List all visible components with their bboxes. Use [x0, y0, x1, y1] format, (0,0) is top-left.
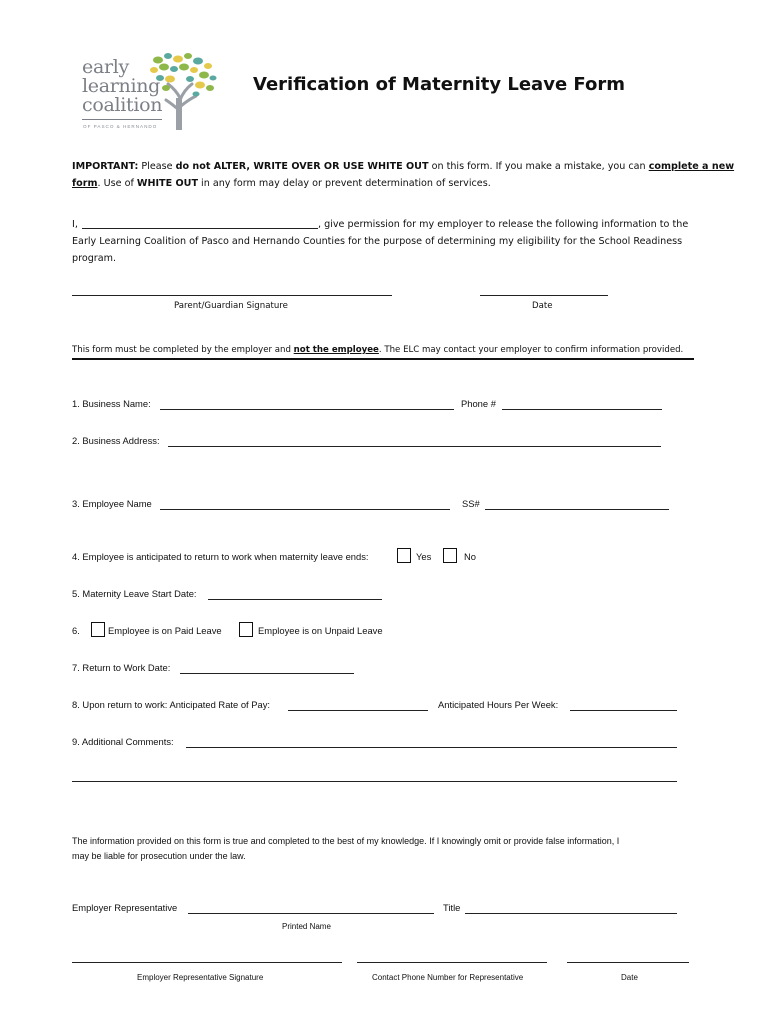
business-address-label: 2. Business Address:	[72, 435, 160, 446]
representative-date-line[interactable]	[567, 962, 689, 963]
printed-name-label: Printed Name	[282, 922, 331, 931]
comments-label: 9. Additional Comments:	[72, 736, 174, 747]
employer-note: This form must be completed by the employer and not the employee. The ELC may contact your employer to confirm information provided.	[72, 345, 684, 355]
representative-date-label: Date	[621, 973, 638, 982]
rate-of-pay-label: 8. Upon return to work: Anticipated Rate of Pay:	[72, 699, 271, 710]
logo-divider	[82, 119, 162, 120]
employee-name-blank[interactable]	[82, 228, 318, 229]
permission-line3: program.	[72, 253, 117, 264]
hours-per-week-label: Anticipated Hours Per Week:	[438, 699, 559, 710]
representative-phone-label: Contact Phone Number for Representative	[372, 973, 524, 982]
page-title: Verification of Maternity Leave Form	[253, 74, 625, 95]
paid-leave-label: Employee is on Paid Leave	[108, 625, 222, 636]
yes-checkbox[interactable]	[397, 548, 411, 563]
start-date-label: 5. Maternity Leave Start Date:	[72, 588, 197, 599]
comments-input-line2[interactable]	[72, 781, 677, 782]
paid-leave-checkbox[interactable]	[91, 622, 105, 637]
representative-phone-line[interactable]	[357, 962, 547, 963]
representative-signature-line[interactable]	[72, 962, 342, 963]
parent-date-label: Date	[532, 301, 553, 311]
employee-name-input[interactable]	[160, 509, 450, 510]
no-label: No	[464, 551, 476, 562]
return-date-input[interactable]	[180, 673, 354, 674]
logo-wordmark: early learning coalition	[82, 56, 163, 116]
hours-per-week-input[interactable]	[570, 710, 677, 711]
parent-date-line[interactable]	[480, 295, 608, 296]
comments-input-line1[interactable]	[186, 747, 677, 748]
no-checkbox[interactable]	[443, 548, 457, 563]
employee-name-label: 3. Employee Name	[72, 498, 152, 509]
business-name-label: 1. Business Name:	[72, 398, 151, 409]
start-date-input[interactable]	[208, 599, 382, 600]
permission-line1: I,	[72, 219, 78, 230]
phone-input[interactable]	[502, 409, 662, 410]
business-name-input[interactable]	[160, 409, 454, 410]
permission-line1-rest: , give permission for my employer to release the following information to the	[318, 219, 689, 230]
representative-signature-label: Employer Representative Signature	[137, 973, 264, 982]
parent-signature-line[interactable]	[72, 295, 392, 296]
ss-input[interactable]	[485, 509, 669, 510]
important-notice-line1: IMPORTANT: Please do not ALTER, WRITE OVER OR USE WHITE OUT on this form. If you make a mistake, you can complete a new	[72, 161, 735, 172]
return-question-label: 4. Employee is anticipated to return to work when maternity leave ends:	[72, 551, 369, 562]
unpaid-leave-label: Employee is on Unpaid Leave	[258, 625, 383, 636]
attestation-line1: The information provided on this form is true and completed to the best of my knowledge. If I knowingly omit or provide false information, I	[72, 836, 620, 846]
permission-line2: Early Learning Coalition of Pasco and Hernando Counties for the purpose of determining my eligibility for the School Readiness	[72, 236, 683, 247]
business-address-input[interactable]	[168, 446, 661, 447]
unpaid-leave-checkbox[interactable]	[239, 622, 253, 637]
rate-of-pay-input[interactable]	[288, 710, 428, 711]
section-divider	[72, 358, 694, 360]
question-6-number: 6.	[72, 625, 80, 636]
representative-name-input[interactable]	[188, 913, 434, 914]
important-notice-line2: form. Use of WHITE OUT in any form may delay or prevent determination of services.	[72, 178, 491, 189]
attestation-line2: may be liable for prosecution under the law.	[72, 851, 246, 861]
representative-label: Employer Representative	[72, 902, 178, 913]
parent-signature-label: Parent/Guardian Signature	[174, 301, 288, 311]
ss-label: SS#	[462, 498, 480, 509]
logo-subtitle: OF PASCO & HERNANDO	[83, 124, 158, 129]
title-input[interactable]	[465, 913, 677, 914]
return-date-label: 7. Return to Work Date:	[72, 662, 171, 673]
phone-label: Phone #	[461, 398, 496, 409]
yes-label: Yes	[416, 551, 432, 562]
title-label: Title	[443, 902, 461, 913]
